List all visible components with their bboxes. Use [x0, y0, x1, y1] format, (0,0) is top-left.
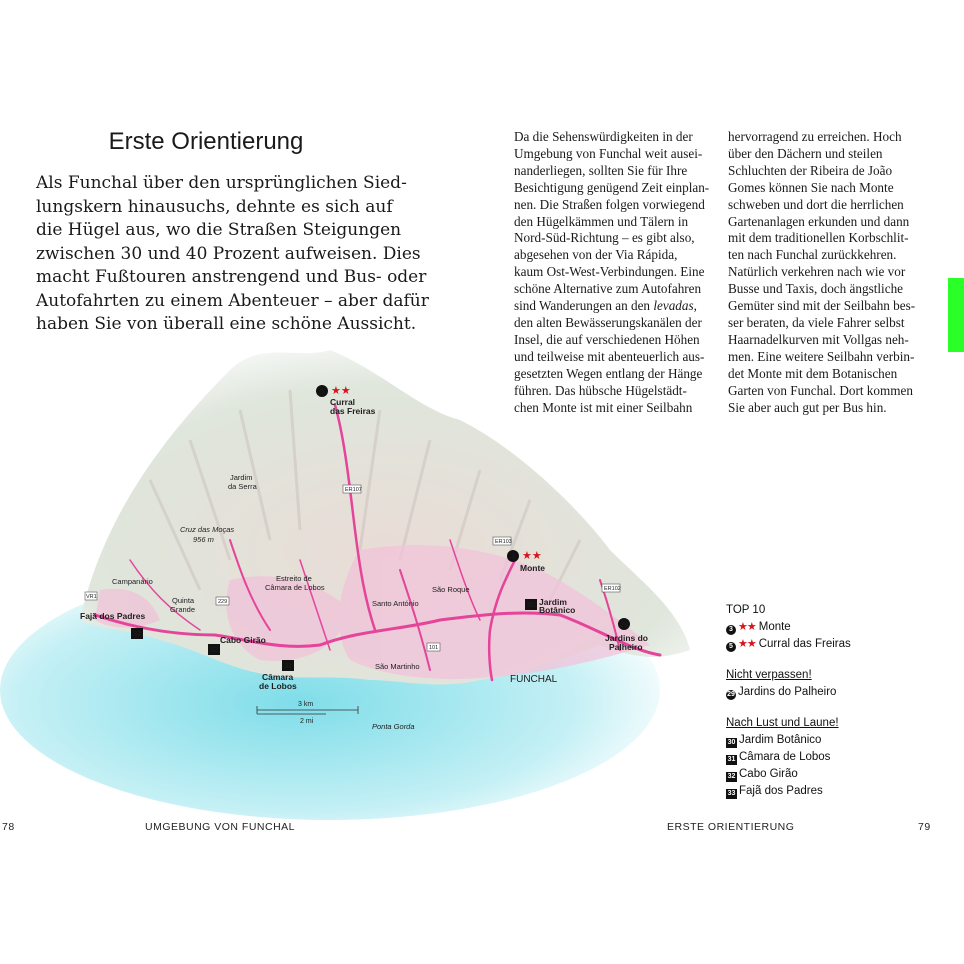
legend-item[interactable]	[726, 684, 851, 701]
label-curral: das Freiras	[330, 406, 376, 416]
label-monte: Monte	[520, 563, 546, 573]
label-palheiro: Palheiro	[609, 642, 643, 652]
body-line: den alten Bewässerungskanälen der	[514, 314, 702, 330]
road-label-vr1: VR1	[86, 594, 97, 600]
body-line: schöne Alternative zum Autofahren	[514, 281, 702, 297]
marker-monte-number: 3	[511, 554, 515, 561]
label-cruz-elevation: 956 m	[193, 535, 214, 544]
body-line: Gomes können Sie nach Monte	[728, 179, 894, 195]
label-camara: de Lobos	[259, 681, 297, 691]
body-line: über den Dächern und steilen	[728, 145, 883, 161]
legend-number-badge: 31	[727, 756, 736, 763]
body-line: Insel, die auf verschiedenen Höhen	[514, 331, 700, 347]
marker-curral-number: 5	[320, 389, 324, 396]
body-line: Sie aber auch gut per Bus hin.	[728, 399, 887, 415]
legend-item[interactable]	[726, 766, 851, 783]
marker-faja-number: 33	[133, 631, 141, 638]
body-line: men. Eine weitere Seilbahn verbin-	[728, 348, 915, 364]
legend-number-badge: 5	[726, 642, 736, 652]
label-quinta-grande: Quinta	[172, 596, 195, 605]
legend-top10	[726, 602, 851, 653]
legend-stars: ★★	[738, 621, 756, 633]
label-estreito: Câmara de Lobos	[265, 583, 325, 592]
legend-item[interactable]	[726, 749, 851, 766]
body-line: abgesehen von der Via Rápida,	[514, 247, 678, 263]
legend-number-badge: 3	[726, 625, 736, 635]
marker-cabo-number: 32	[210, 647, 218, 654]
label-cabo: Cabo Girão	[220, 635, 266, 645]
body-line: kaum Ost-West-Verbindungen. Eine	[514, 264, 705, 280]
page-number-right: 79	[918, 821, 931, 833]
label-funchal: FUNCHAL	[510, 674, 558, 685]
legend-top10-title: TOP 10	[726, 604, 766, 616]
funchal-area-map	[0, 330, 700, 820]
body-line: nen. Die Straßen folgen vorwiegend	[514, 196, 705, 212]
road-label-er107: ER107	[345, 487, 362, 493]
label-curral: Curral	[330, 397, 356, 407]
label-sao-roque: São Roque	[432, 585, 470, 594]
legend-number-badge: 33	[727, 790, 736, 797]
intro-line: macht Fußtouren anstrengend und Bus- oder	[36, 267, 427, 287]
label-campanario: Campanário	[112, 577, 153, 586]
label-jardim-botanico: Botânico	[539, 605, 576, 615]
intro-line: Autofahrten zu einem Abenteuer – aber dafür	[36, 290, 429, 311]
body-line: Umgebung von Funchal weit ausei-	[514, 145, 703, 161]
label-jardim-serra: Jardim	[230, 473, 253, 482]
running-head-left: UMGEBUNG VON FUNCHAL	[145, 821, 296, 833]
legend-number-badge: 29	[727, 691, 735, 698]
label-santo-antonio: Santo António	[372, 599, 419, 608]
legend-item[interactable]	[726, 732, 851, 749]
legend-item[interactable]	[726, 783, 851, 800]
marker-camara-number: 31	[284, 663, 292, 670]
body-line: Schluchten der Ribeira de João	[728, 162, 893, 178]
legend-label: Monte	[758, 621, 791, 633]
legend-number-badge: 30	[727, 739, 736, 746]
label-faja: Fajã dos Padres	[80, 611, 146, 621]
body-line: sind Wanderungen an den levadas,	[514, 298, 697, 314]
body-line: Natürlich verkehren nach wie vor	[728, 264, 906, 280]
body-line: Busse und Taxis, doch ängstliche	[728, 281, 904, 297]
body-line: führen. Das hübsche Hügelstädt-	[514, 382, 687, 398]
body-line: Gemüter sind mit der Seilbahn bes-	[728, 298, 916, 314]
label-ponta-gorda: Ponta Gorda	[372, 722, 415, 731]
label-camara: Câmara	[262, 672, 294, 682]
intro-paragraph	[36, 172, 429, 337]
legend-nicht-verpassen	[726, 667, 851, 701]
scale-mi-label: 2 mi	[300, 718, 314, 725]
body-line: Gartenanlagen erkunden und dann	[728, 213, 910, 229]
body-line: Da die Sehenswürdigkeiten in der	[514, 129, 693, 144]
body-line: Haarnadelkurven mit Vollgas neh-	[728, 331, 909, 347]
intro-line: die Hügel aus, wo die Straßen Steigungen	[36, 220, 402, 240]
sights-legend	[726, 602, 851, 814]
legend-stars: ★★	[738, 638, 756, 650]
label-palheiro: Jardins do	[605, 633, 648, 643]
page-heading: Erste Orientierung	[108, 128, 304, 155]
body-line: schweben und dort die herrlichen	[728, 196, 904, 212]
label-estreito: Estreito de	[276, 574, 312, 583]
legend-label: Cabo Girão	[739, 768, 798, 780]
legend-label: Curral das Freiras	[758, 638, 851, 650]
running-head-right: ERSTE ORIENTIERUNG	[667, 821, 795, 833]
chapter-tab-marker	[948, 278, 964, 352]
road-label-229: 229	[218, 599, 228, 605]
legend-nicht-title: Nicht verpassen!	[726, 669, 812, 681]
marker-curral-stars: ★★	[331, 384, 351, 397]
body-line: chen Monte ist mit einer Seilbahn	[514, 399, 693, 415]
road-label-er102: ER102	[604, 586, 621, 592]
intro-line: zwischen 30 und 40 Prozent aufweisen. Dies	[36, 243, 421, 264]
road-label-101: 101	[429, 645, 439, 651]
marker-jardim-number: 30	[527, 602, 535, 609]
body-line: ser beraten, da viele Fahrer selbst	[728, 314, 905, 330]
body-line: Besichtigung genügend Zeit einplan-	[514, 179, 710, 195]
body-line: mit dem traditionellen Korbschlit-	[728, 230, 909, 246]
label-sao-martinho: São Martinho	[375, 662, 420, 671]
legend-number-badge: 32	[727, 773, 736, 780]
body-line: Garten von Funchal. Dort kommen	[728, 382, 913, 398]
road-label-er103: ER103	[495, 539, 512, 545]
intro-line: lungskern hinausuchs, dehnte es sich auf	[36, 196, 393, 217]
body-column-2	[728, 129, 938, 416]
legend-label: Jardim Botânico	[739, 734, 822, 746]
body-line: det Monte mit dem Botanischen	[728, 365, 898, 381]
body-line: und teilweise mit abenteuerlich aus-	[514, 348, 705, 364]
body-line: gesetzten Wegen entlang der Hänge	[514, 365, 703, 381]
label-jardim-serra: da Serra	[228, 482, 257, 491]
legend-item[interactable]	[726, 619, 851, 636]
legend-label: Fajã dos Padres	[739, 785, 823, 797]
body-line: hervorragend zu erreichen. Hoch	[728, 129, 902, 144]
label-cruz-das-mocas: Cruz das Moças	[180, 525, 235, 534]
label-quinta-grande: Grande	[170, 605, 196, 614]
marker-palheiro-number: 29	[620, 622, 628, 629]
body-line: den Hügelkämmen und Tälern in	[514, 213, 689, 229]
body-line: Nord-Süd-Richtung – es gibt also,	[514, 230, 695, 246]
legend-lust-title: Nach Lust und Laune!	[726, 717, 839, 729]
page-number-left: 78	[2, 821, 15, 833]
intro-line: Als Funchal über den ursprünglichen Sied-	[36, 173, 407, 193]
legend-nach-lust	[726, 715, 851, 800]
intro-line: haben Sie von überall eine schöne Aussicht.	[36, 314, 417, 334]
legend-label: Câmara de Lobos	[739, 751, 831, 763]
body-line: ten nach Funchal zurückkehren.	[728, 247, 897, 263]
scale-km-label: 3 km	[298, 701, 314, 708]
legend-item[interactable]	[726, 636, 851, 653]
label-jardim-botanico: Jardim	[539, 597, 567, 607]
marker-monte-stars: ★★	[522, 549, 542, 562]
legend-label: Jardins do Palheiro	[738, 686, 837, 698]
body-line: nanderliegen, sollten Sie für Ihre	[514, 162, 688, 178]
